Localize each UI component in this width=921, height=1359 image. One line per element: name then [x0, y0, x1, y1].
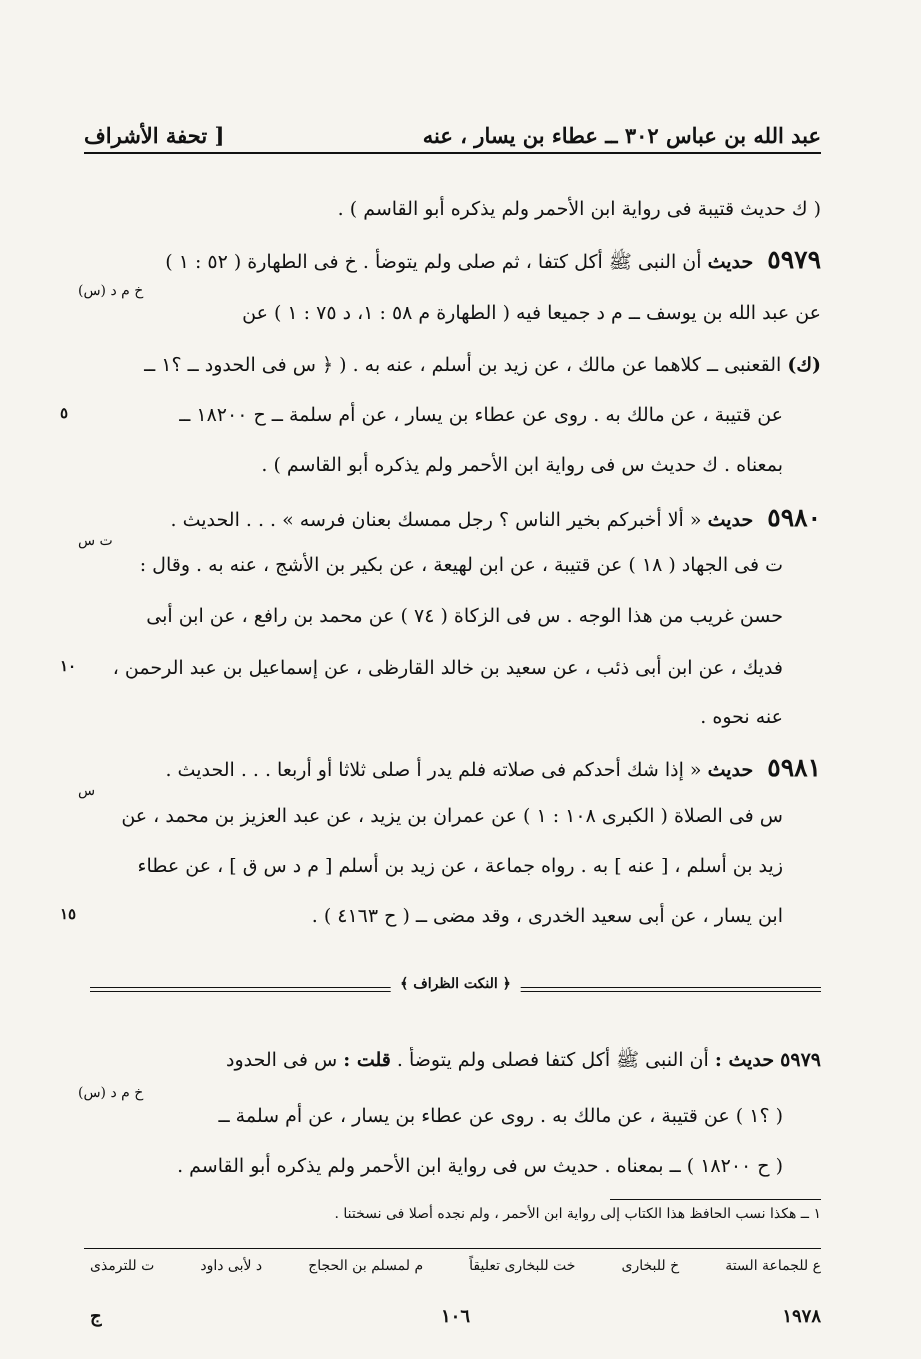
text-line: ت فى الجهاد ( ١٨ ) عن قتيبة ، عن ابن لهيعة ، عن بكير بن الأشج ، عنه به . وقال : — [139, 554, 783, 576]
sigla-nukat: خ م د (س) — [78, 1085, 144, 1101]
hadith-text: « ألا أخبركم بخير الناس ؟ رجل ممسك بعنان فرسه » . . . الحديث . — [170, 509, 702, 531]
sigla-5979: خ م د (س) — [78, 283, 144, 299]
text-line: عن قتيبة ، عن مالك به . روى عن عطاء بن يسار ، عن أم سلمة ــ ح ١٨٢٠٠ ــ — [179, 404, 783, 426]
nukat-number: ٥٩٧٩ — [780, 1049, 821, 1071]
sigla-5980: ت س — [78, 533, 113, 549]
header-rule — [84, 152, 821, 154]
header-title: عبد الله بن عباس ٣٠٢ ــ عطاء بن يسار ، عنه — [422, 123, 821, 148]
text-line: ابن يسار ، عن أبى سعيد الخدرى ، وقد مضى ــ ( ح ٤١٦٣ ) . — [311, 905, 783, 927]
legend-item: خ للبخارى — [621, 1258, 680, 1274]
footnote: ١ ــ هكذا نسب الحافظ هذا الكتاب إلى رواية ابن الأحمر ، ولم نجده أصلا فى نسختنا . — [334, 1206, 821, 1222]
margin-line-number: ٥ — [60, 404, 69, 422]
legend-item: خت للبخارى تعليقاً — [469, 1258, 576, 1274]
sigla-5981: س — [78, 783, 96, 799]
hadith-entry-5979 — [90, 247, 821, 275]
nukat-text: أن النبى ﷺ أكل كتفا فصلى ولم يتوضأ . — [396, 1049, 709, 1071]
text-line: حسن غريب من هذا الوجه . س فى الزكاة ( ٧٤ ) عن محمد بن رافع ، عن ابن أبى — [146, 605, 783, 627]
text-line: عن عبد الله بن يوسف ــ م د جميعا فيه ( الطهارة م ٥٨ : ١، د ٧٥ : ١ ) عن — [242, 302, 821, 324]
nukat-text: س فى الحدود — [226, 1049, 338, 1071]
signature-mark: ج — [90, 1306, 102, 1327]
text-line: ( ﻙ حديث قتيبة فى رواية ابن الأحمر ولم يذكره أبو القاسم ) . — [337, 198, 821, 220]
hadith-entry-5980 — [90, 505, 821, 533]
legend-item: ع للجماعة الستة — [725, 1258, 821, 1274]
k-symbol: (ﻙ) — [787, 354, 821, 376]
page-number: ١٠٦ — [440, 1306, 471, 1327]
hadith-label: حديث — [707, 251, 754, 273]
volume-number: ١٩٧٨ — [782, 1306, 821, 1327]
page-footer — [90, 1306, 821, 1336]
running-header — [84, 104, 821, 148]
text-line: بمعناه . ﻙ حديث س فى رواية ابن الأحمر ولم يذكره أبو القاسم ) . — [261, 454, 783, 476]
text-line: ( ؟١ ) عن قتيبة ، عن مالك به . روى عن عطاء بن يسار ، عن أم سلمة ــ — [218, 1105, 783, 1127]
text-line: س فى الصلاة ( الكبرى ١٠٨ : ١ ) عن عمران بن يزيد ، عن عبد العزيز بن محمد ، عن — [121, 805, 783, 827]
hadith-label: حديث — [707, 759, 754, 781]
hadith-text: « إذا شك أحدكم فى صلاته فلم يدر أ صلى ثلاثا أو أربعا . . . الحديث . — [165, 759, 702, 781]
hadith-label: حديث — [707, 509, 754, 531]
hadith-entry-5981 — [90, 755, 821, 783]
section-title: ﴿ النكت الظراف ﴾ — [390, 976, 521, 992]
legend-item: د لأبى داود — [200, 1258, 263, 1274]
nukat-entry-5979 — [90, 1047, 821, 1073]
nukat-label: حديث : — [714, 1049, 775, 1071]
footnote-rule — [610, 1199, 821, 1200]
section-divider — [90, 976, 821, 1002]
hadith-number: ٥٩٨٠ — [767, 505, 821, 532]
text-line: فديك ، عن ابن أبى ذئب ، عن سعيد بن خالد القارظى ، عن إسماعيل بن عبد الرحمن ، — [112, 657, 783, 679]
legend-item: م لمسلم بن الحجاج — [308, 1258, 424, 1274]
hadith-number: ٥٩٨١ — [767, 755, 821, 782]
text-line: ( ح ١٨٢٠٠ ) ــ بمعناه . حديث س فى رواية ابن الأحمر ولم يذكره أبو القاسم . — [177, 1155, 783, 1177]
line-text: القعنبى ــ كلاهما عن مالك ، عن زيد بن أسلم ، عنه به . ( ﴿ س فى الحدود ــ ؟١ ــ — [144, 354, 782, 376]
margin-line-number: ١٥ — [60, 905, 77, 923]
legend-item: ت للترمذى — [90, 1258, 155, 1274]
text-line: زيد بن أسلم ، [ عنه ] به . رواه جماعة ، عن زيد بن أسلم [ م د س ق ] ، عن عطاء — [137, 855, 783, 877]
text-line: عنه نحوه . — [700, 706, 783, 728]
hadith-text: أن النبى ﷺ أكل كتفا ، ثم صلى ولم يتوضأ . خ فى الطهارة ( ٥٢ : ١ ) — [165, 251, 702, 273]
abbreviation-legend — [90, 1258, 821, 1274]
header-book-title: [ تحفة الأشراف — [84, 123, 225, 148]
text-line — [90, 352, 821, 378]
legend-rule — [84, 1248, 821, 1249]
margin-line-number: ١٠ — [60, 657, 77, 675]
hadith-number: ٥٩٧٩ — [767, 247, 821, 274]
qultu-label: قلت : — [343, 1049, 391, 1071]
